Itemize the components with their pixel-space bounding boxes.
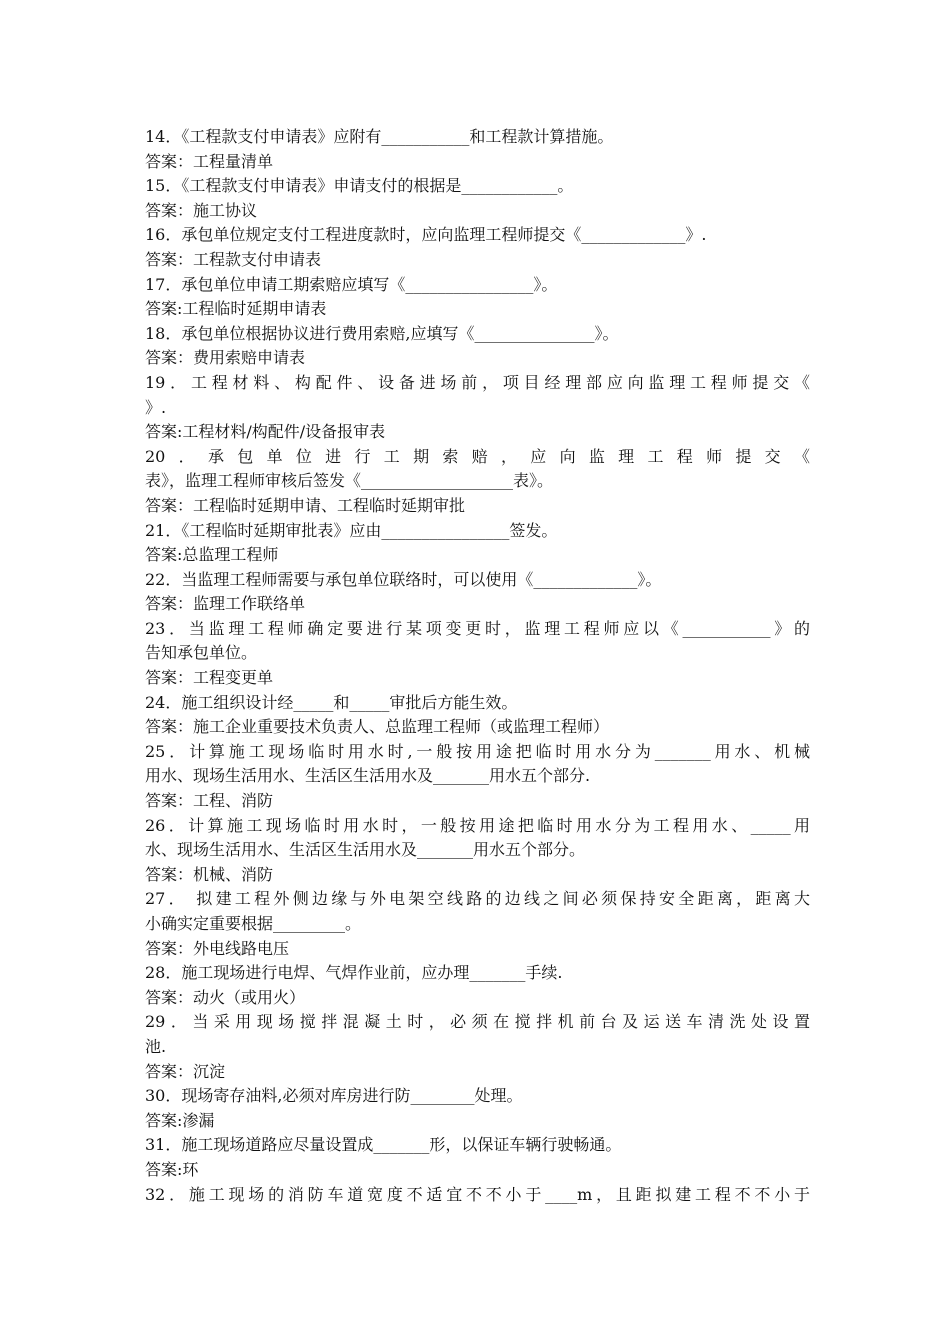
answer-22: 答案：监理工作联络单 <box>145 594 306 614</box>
answer-23: 答案：工程变更单 <box>145 668 274 688</box>
answer-20: 答案：工程临时延期申请、工程临时延期审批 <box>145 495 466 515</box>
question-30: 30．现场寄存油料,必须对库房进行防________处理。 <box>145 1086 523 1106</box>
question-19-line-2: 》. <box>145 397 167 417</box>
question-19-line-1: 19．工程材料、构配件、设备进场前，项目经理部应向监理工程师提交《 <box>145 372 810 392</box>
question-29-line-1: 29．当采用现场搅拌混凝土时，必须在搅拌机前台及运送车清洗处设置 <box>145 1012 810 1032</box>
answer-31: 答案:环 <box>145 1159 199 1179</box>
question-18: 18．承包单位根据协议进行费用索赔,应填写《_______________》。 <box>145 323 619 343</box>
answer-30: 答案:渗漏 <box>145 1110 215 1130</box>
answer-29: 答案：沉淀 <box>145 1061 226 1081</box>
answer-27: 答案：外电线路电压 <box>145 938 290 958</box>
answer-26: 答案：机械、消防 <box>145 864 274 884</box>
question-23-line-1: 23．当监理工程师确定要进行某项变更时，监理工程师应以《___________》的 <box>145 618 810 638</box>
question-20-line-2: 表》，监理工程师审核后签发《___________________表》。 <box>145 471 554 491</box>
question-31: 31．施工现场道路应尽量设置成_______形，以保证车辆行驶畅通。 <box>145 1135 622 1155</box>
question-32-line-1: 32．施工现场的消防车道宽度不适宜不不小于____m，且距拟建工程不不小于 <box>145 1184 810 1204</box>
answer-21: 答案:总监理工程师 <box>145 545 279 565</box>
question-24: 24．施工组织设计经_____和_____审批后方能生效。 <box>145 692 518 712</box>
answer-17: 答案:工程临时延期申请表 <box>145 299 327 319</box>
answer-16: 答案：工程款支付申请表 <box>145 249 322 269</box>
answer-24: 答案：施工企业重要技术负责人、总监理工程师（或监理工程师） <box>145 717 610 737</box>
question-15: 15．《工程款支付申请表》申请支付的根据是____________。 <box>145 176 574 196</box>
question-17: 17．承包单位申请工期索赔应填写《________________》。 <box>145 274 558 294</box>
question-25-line-1: 25．计算施工现场临时用水时,一般按用途把临时用水分为_______用水、机械 <box>145 741 810 761</box>
question-21: 21．《工程临时延期审批表》应由________________签发。 <box>145 520 558 540</box>
question-27-line-1: 27． 拟建工程外侧边缘与外电架空线路的边线之间必须保持安全距离，距离大 <box>145 889 810 909</box>
question-25-line-2: 用水、现场生活用水、生活区生活用水及_______用水五个部分. <box>145 766 591 786</box>
document-page <box>145 125 810 1207</box>
question-22: 22．当监理工程师需要与承包单位联络时，可以使用《_____________》。 <box>145 569 662 589</box>
question-28: 28．施工现场进行电焊、气焊作业前，应办理_______手续. <box>145 963 563 983</box>
question-23-line-2: 告知承包单位。 <box>145 643 258 663</box>
answer-15: 答案：施工协议 <box>145 200 258 220</box>
question-26-line-1: 26．计算施工现场临时用水时，一般按用途把临时用水分为工程用水、_____用 <box>145 815 810 835</box>
question-16: 16．承包单位规定支付工程进度款时，应向监理工程师提交《_____________》. <box>145 225 707 245</box>
question-14: 14．《工程款支付申请表》应附有___________和工程款计算措施。 <box>145 127 614 146</box>
answer-28: 答案：动火（或用火） <box>145 987 306 1007</box>
question-27-line-2: 小确实定重要根据_________。 <box>145 914 362 933</box>
answer-19: 答案:工程材料/构配件/设备报审表 <box>145 422 386 442</box>
question-29-line-2: 池. <box>145 1036 167 1056</box>
answer-25: 答案：工程、消防 <box>145 791 274 811</box>
question-20-line-1: 20．承包单位进行工期索赔，应向监理工程师提交《 <box>145 446 810 466</box>
question-26-line-2: 水、现场生活用水、生活区生活用水及_______用水五个部分。 <box>145 840 586 860</box>
answer-18: 答案：费用索赔申请表 <box>145 348 306 368</box>
answer-14: 答案：工程量清单 <box>145 151 274 171</box>
